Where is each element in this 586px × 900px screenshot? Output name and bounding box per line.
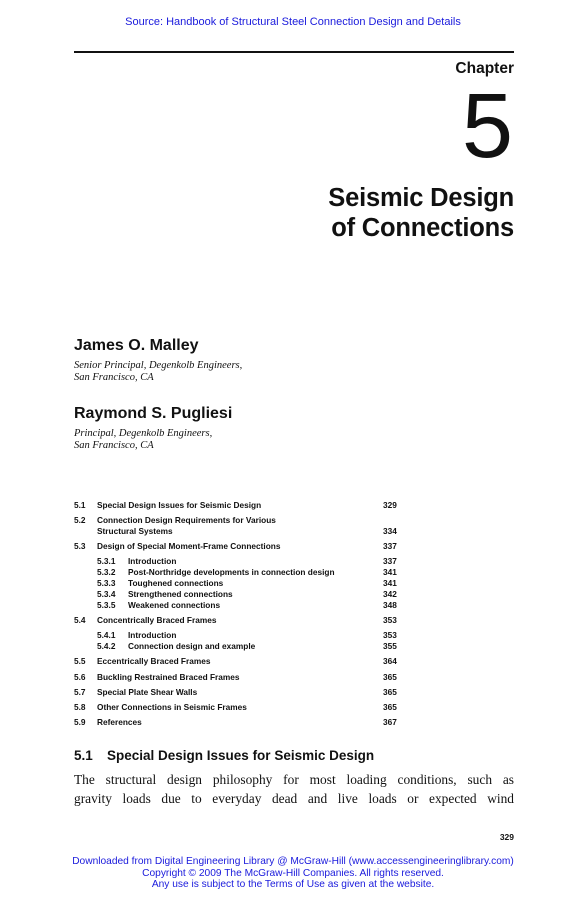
section-number: 5.1	[74, 748, 93, 763]
section-title: Special Design Issues for Seismic Design	[107, 748, 375, 763]
toc-page: 365	[383, 702, 397, 713]
toc-title: Eccentrically Braced Frames	[97, 656, 211, 667]
toc-page: 341	[383, 578, 397, 589]
toc-page: 367	[383, 717, 397, 728]
toc-entry[interactable]	[74, 541, 404, 552]
toc-number: 5.1	[74, 500, 86, 510]
footer-copyright: Copyright © 2009 The McGraw-Hill Companies. All rights reserved.	[142, 867, 444, 879]
table-of-contents	[74, 500, 404, 728]
toc-number: 5.9	[74, 717, 86, 728]
author-block	[74, 337, 242, 384]
toc-entry[interactable]	[74, 600, 404, 611]
toc-entry[interactable]	[74, 615, 404, 626]
toc-entry[interactable]	[74, 589, 404, 600]
footer	[0, 856, 586, 891]
toc-number: 5.7	[74, 686, 86, 697]
toc-number: 5.6	[74, 671, 86, 682]
toc-title: Post-Northridge developments in connection design	[128, 567, 335, 578]
toc-title: Weakened connections	[128, 600, 221, 611]
toc-title: Concentrically Braced Frames	[97, 615, 217, 626]
toc-number: 5.3.1	[97, 556, 116, 567]
toc-page: 365	[383, 671, 397, 682]
body-line: gravity loads due to everyday dead and live loads or expected wind	[74, 791, 514, 806]
toc-title: Special Plate Shear Walls	[97, 686, 198, 697]
footer-download-link[interactable]: Downloaded from Digital Engineering Library @ McGraw-Hill (www.accessengineeringlibrary.com)	[72, 856, 514, 867]
toc-page: 337	[383, 541, 397, 552]
author-name: Raymond S. Pugliesi	[74, 405, 233, 422]
toc-entry[interactable]	[74, 556, 404, 567]
toc-title: Introduction	[128, 556, 177, 567]
toc-title: Special Design Issues for Seismic Design	[97, 500, 262, 510]
toc-number: 5.4.2	[97, 641, 116, 652]
toc-page: 342	[383, 589, 397, 600]
toc-number: 5.2	[74, 515, 86, 526]
footer-terms-link[interactable]: Any use is subject to the Terms of Use as given at the website.	[151, 879, 435, 890]
header-rule	[74, 51, 514, 53]
toc-entry[interactable]	[74, 515, 404, 526]
toc-page: 329	[383, 500, 397, 510]
toc-page: 353	[383, 615, 397, 626]
toc-number: 5.8	[74, 702, 86, 713]
toc-entry[interactable]	[74, 672, 404, 683]
author-affiliation-line: Principal, Degenkolb Engineers,	[74, 428, 213, 439]
toc-page: 341	[383, 567, 397, 578]
chapter-title	[328, 183, 514, 243]
toc-page: 364	[383, 656, 397, 667]
toc-title: Strengthened connections	[128, 589, 233, 600]
toc-number: 5.5	[74, 656, 86, 667]
toc-title: Design of Special Moment-Frame Connections	[97, 541, 281, 552]
chapter-label: Chapter	[455, 60, 514, 77]
toc-page: 337	[383, 556, 397, 567]
toc-entry[interactable]	[74, 641, 404, 652]
toc-entry[interactable]	[74, 526, 404, 537]
toc-entry[interactable]	[74, 702, 404, 713]
toc-page: 334	[383, 526, 397, 537]
toc-number: 5.3.5	[97, 600, 116, 611]
toc-title: Connection design and example	[128, 641, 256, 652]
page-number: 329	[499, 832, 514, 842]
toc-number: 5.3.2	[97, 567, 116, 578]
toc-number: 5.4.1	[97, 630, 116, 641]
toc-entry[interactable]	[74, 717, 404, 728]
author-name: James O. Malley	[74, 337, 199, 354]
source-line: Source: Handbook of Structural Steel Connection Design and Details	[125, 16, 461, 28]
author-affiliation	[74, 360, 242, 384]
toc-entry[interactable]	[74, 567, 404, 578]
body-line: The structural design philosophy for most loading conditions, such as	[74, 772, 514, 787]
author-affiliation	[74, 428, 232, 452]
toc-title: Other Connections in Seismic Frames	[97, 702, 247, 713]
toc-number: 5.3.4	[97, 589, 116, 600]
toc-title: Toughened connections	[128, 578, 224, 589]
chapter-number: 5	[461, 75, 513, 177]
chapter-title-line: of Connections	[331, 214, 514, 242]
toc-page: 355	[383, 641, 397, 652]
toc-page: 348	[383, 600, 397, 611]
author-affiliation-line: San Francisco, CA	[74, 440, 154, 451]
toc-number: 5.3	[74, 541, 86, 552]
toc-title: Introduction	[128, 630, 177, 641]
toc-entry[interactable]	[74, 500, 404, 511]
toc-number: 5.3.3	[97, 578, 116, 589]
toc-title: References	[97, 717, 142, 728]
author-block	[74, 405, 232, 452]
toc-title: Buckling Restrained Braced Frames	[97, 671, 240, 682]
toc-title: Structural Systems	[97, 526, 173, 537]
section-heading	[74, 748, 374, 763]
toc-page: 353	[383, 630, 397, 641]
body-paragraph	[74, 770, 514, 808]
toc-entry[interactable]	[74, 656, 404, 667]
toc-page: 365	[383, 686, 397, 697]
author-affiliation-line: San Francisco, CA	[74, 372, 154, 383]
chapter-title-line: Seismic Design	[328, 184, 514, 212]
toc-number: 5.4	[74, 615, 86, 626]
toc-entry[interactable]	[74, 630, 404, 641]
toc-entry[interactable]	[74, 578, 404, 589]
toc-title: Connection Design Requirements for Various	[97, 515, 276, 526]
author-affiliation-line: Senior Principal, Degenkolb Engineers,	[74, 360, 243, 371]
toc-entry[interactable]	[74, 687, 404, 698]
